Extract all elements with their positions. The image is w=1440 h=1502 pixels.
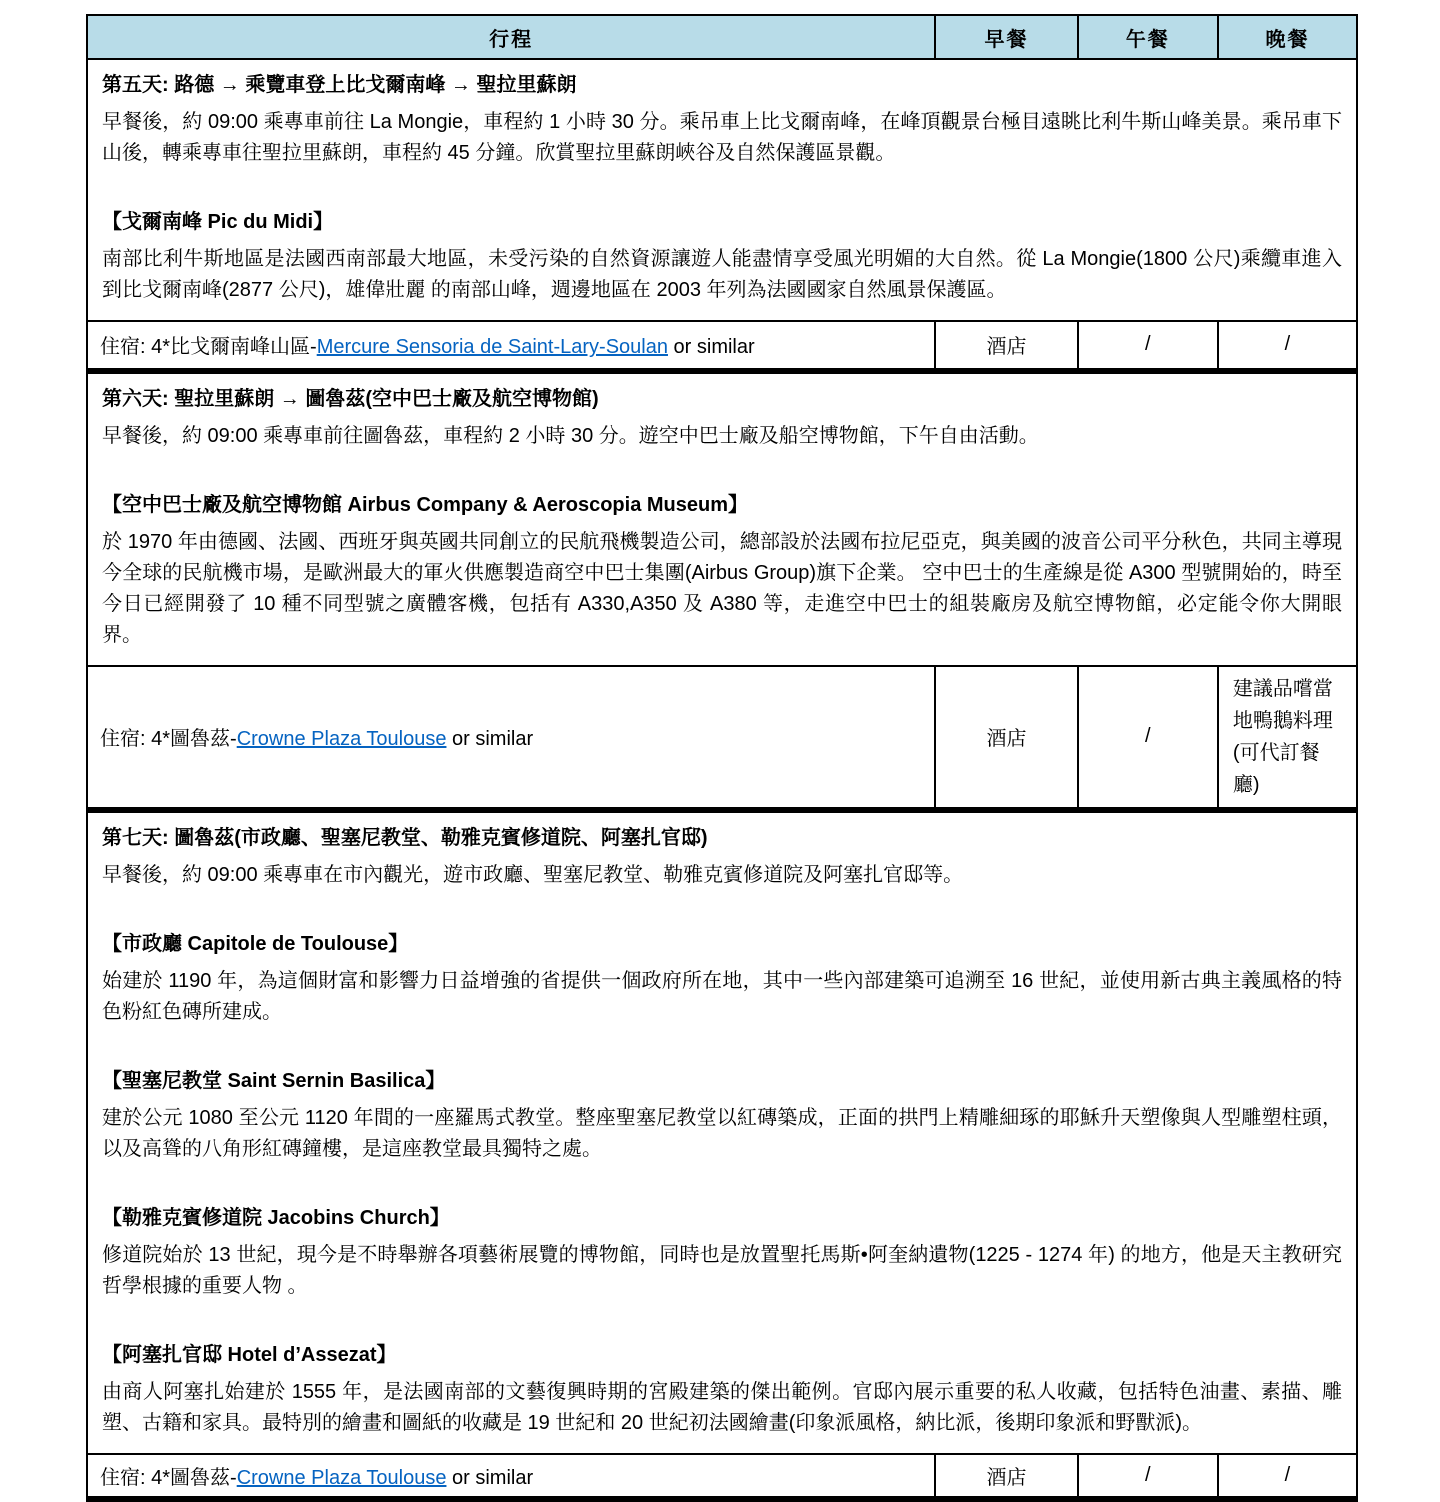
day5-dinner-value: /	[1218, 321, 1357, 369]
day7-section-jacobins-heading: 【勒雅克賓修道院 Jacobins Church】	[102, 1206, 450, 1229]
day6-section-airbus-heading: 【空中巴士廠及航空博物館 Airbus Company & Aeroscopia Museum】	[102, 493, 748, 516]
day5-hotel-link[interactable]: Mercure Sensoria de Saint-Lary-Soulan	[316, 336, 668, 359]
day7-intro: 早餐後，約 09:00 乘專車在市內觀光，遊市政廳、聖塞尼教堂、勒雅克賓修道院及阿塞扎官邸等。	[102, 863, 964, 886]
day7-section-capitole-body: 始建於 1190 年，為這個財富和影響力日益增強的省提供一個政府所在地，其中一些內部建築可追溯至 16 世紀，並使用新古典主義風格的特色粉紅色磚所建成。	[102, 969, 1342, 1023]
day7-lunch-value: /	[1078, 1454, 1218, 1498]
day5-content-cell	[87, 59, 1357, 321]
day7-hotel-suffix: or similar	[446, 1466, 534, 1489]
day7-hotel-prefix: 住宿: 4*圖魯茲-	[100, 1466, 237, 1489]
day7-hotel-link[interactable]: Crowne Plaza Toulouse	[236, 1466, 447, 1489]
day5-title: 第五天: 路德 → 乘覽車登上比戈爾南峰 → 聖拉里蘇朗	[102, 74, 577, 96]
column-header-itinerary: 行程	[87, 15, 935, 59]
day7-hotel-cell	[87, 1454, 935, 1498]
day7-title: 第七天: 圖魯茲(市政廳、聖塞尼教堂、勒雅克賓修道院、阿塞扎官邸)	[102, 826, 708, 849]
table-bottom-border-bar	[87, 1497, 1357, 1500]
day6-content-cell	[87, 372, 1357, 666]
day7-content-row	[87, 811, 1357, 1454]
day7-section-jacobins-body: 修道院始於 13 世紀，現今是不時舉辦各項藝術展覽的博物館，同時也是放置聖托馬斯•阿奎納遺物(1225 - 1274 年) 的地方，他是天主教研究哲學根據的重要人物 。	[102, 1243, 1342, 1297]
day5-section-pic-du-midi-heading: 【戈爾南峰 Pic du Midi】	[102, 211, 334, 233]
day5-hotel-suffix: or similar	[667, 336, 755, 359]
day5-breakfast-value: 酒店	[935, 321, 1077, 369]
day5-hotel-prefix: 住宿: 4*比戈爾南峰山區-	[100, 336, 317, 359]
table-header-row	[87, 15, 1357, 59]
day6-section-airbus-body: 於 1970 年由德國、法國、西班牙與英國共同創立的民航飛機製造公司，總部設於法國布拉尼亞克，與美國的波音公司平分秋色，共同主導現今全球的民航機市場，是歐洲最大的軍火供應製造商空中巴士集團(Airbus Group)旗下企業。 空中巴士的生產線是從 A300 型號開始的，時至今日已經開發了 10 種不同型號之廣體客機，包括有 A330,A350 及 A380 等，走進空中巴士的組裝廠房及航空博物館，必定能令你大開眼界。	[102, 530, 1342, 646]
day7-section-assezat-body: 由商人阿塞扎始建於 1555 年，是法國南部的文藝復興時期的宮殿建築的傑出範例。官邸內展示重要的私人收藏，包括特色油畫、素描、雕塑、古籍和家具。最特別的繪畫和圖紙的收藏是 19 世紀和 20 世紀初法國繪畫(印象派風格，納比派，後期印象派和野獸派)。	[102, 1380, 1342, 1434]
day7-section-capitole-heading: 【市政廳 Capitole de Toulouse】	[102, 932, 409, 955]
day6-title: 第六天: 聖拉里蘇朗 → 圖魯茲(空中巴士廠及航空博物館)	[102, 387, 599, 410]
day6-hotel-suffix: or similar	[446, 728, 534, 750]
day5-hotel-row	[87, 321, 1357, 369]
day7-section-assezat-heading: 【阿塞扎官邸 Hotel d’Assezat】	[102, 1343, 397, 1366]
day5-intro: 早餐後，約 09:00 乘專車前往 La Mongie，車程約 1 小時 30 分。乘吊車上比戈爾南峰，在峰頂觀景台極目遠眺比利牛斯山峰美景。乘吊車下山後，轉乘專車往聖拉里蘇朗，車程約 45 分鐘。欣賞聖拉里蘇朗峽谷及自然保護區景觀。	[102, 111, 1342, 164]
day6-hotel-row	[87, 666, 1357, 809]
day6-lunch-value: /	[1078, 666, 1218, 809]
day6-hotel-cell	[87, 666, 935, 809]
itinerary-table	[86, 14, 1358, 1502]
column-header-breakfast: 早餐	[935, 15, 1077, 59]
day6-dinner-note: 建議品嚐當地鴨鵝料理(可代訂餐廳)	[1218, 666, 1357, 809]
day5-hotel-cell	[87, 321, 935, 369]
day7-content-cell	[87, 811, 1357, 1454]
column-header-dinner: 晚餐	[1218, 15, 1357, 59]
day7-breakfast-value: 酒店	[935, 1454, 1077, 1498]
day7-section-saint-sernin-body: 建於公元 1080 至公元 1120 年間的一座羅馬式教堂。整座聖塞尼教堂以紅磚築成，正面的拱門上精雕細琢的耶穌升天塑像與人型雕塑柱頭，以及高聳的八角形紅磚鐘樓，是這座教堂最具獨特之處。	[102, 1106, 1342, 1160]
day6-hotel-link[interactable]: Crowne Plaza Toulouse	[236, 728, 447, 750]
day6-breakfast-value: 酒店	[935, 666, 1077, 809]
table-bottom-border	[87, 1497, 1357, 1500]
day7-dinner-value: /	[1218, 1454, 1357, 1498]
day5-section-pic-du-midi-body: 南部比利牛斯地區是法國西南部最大地區，未受污染的自然資源讓遊人能盡情享受風光明媚的大自然。從 La Mongie(1800 公尺)乘纜車進入到比戈爾南峰(2877 公尺)，雄偉壯麗 的南部山峰，週邊地區在 2003 年列為法國國家自然風景保護區。	[102, 248, 1342, 301]
day7-section-saint-sernin-heading: 【聖塞尼教堂 Saint Sernin Basilica】	[102, 1069, 446, 1092]
day6-intro: 早餐後，約 09:00 乘專車前往圖魯茲，車程約 2 小時 30 分。遊空中巴士廠及船空博物館，下午自由活動。	[102, 424, 1039, 447]
day6-content-row	[87, 372, 1357, 666]
day6-hotel-prefix: 住宿: 4*圖魯茲-	[100, 728, 237, 750]
column-header-lunch: 午餐	[1078, 15, 1218, 59]
day5-content-row	[87, 59, 1357, 321]
day5-lunch-value: /	[1078, 321, 1218, 369]
day7-hotel-row	[87, 1454, 1357, 1498]
